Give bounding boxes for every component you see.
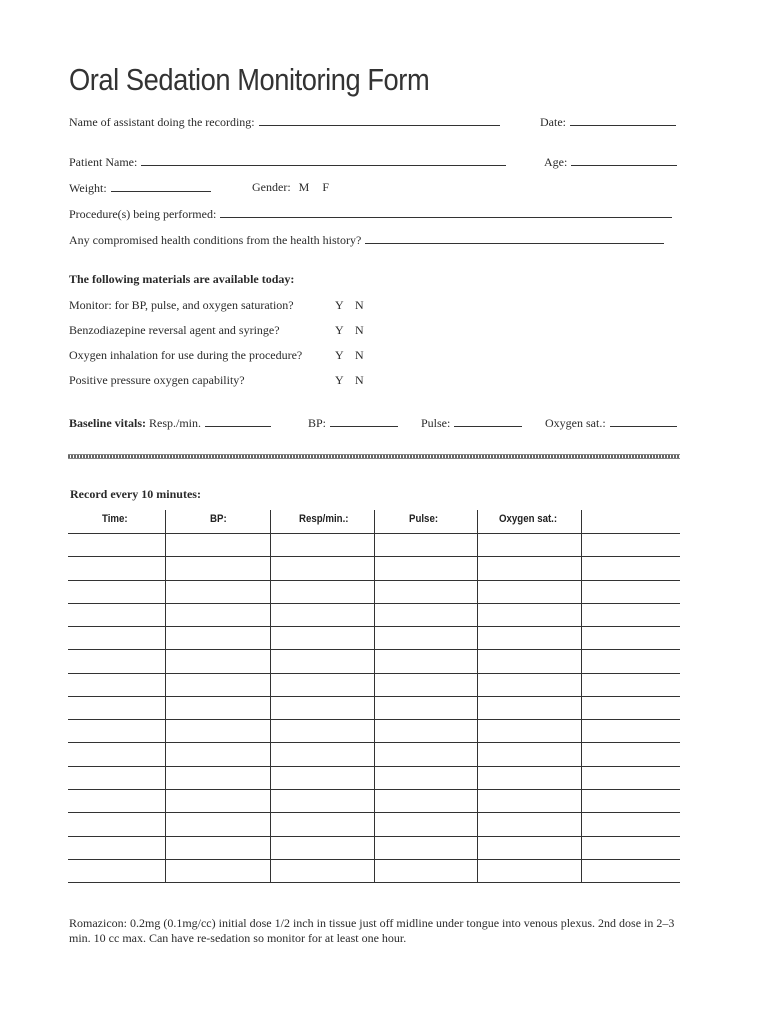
weight-field[interactable] <box>69 180 211 196</box>
age-label: Age: <box>544 155 568 169</box>
assistant-name-field[interactable] <box>69 114 500 130</box>
procedures-line[interactable] <box>220 206 672 218</box>
col-header-pulse: Pulse: <box>409 513 439 525</box>
procedures-label: Procedure(s) being performed: <box>69 207 217 221</box>
material-item-label: Oxygen inhalation for use during the procedure? <box>69 348 303 362</box>
assistant-name-label: Name of assistant doing the recording: <box>69 115 255 129</box>
table-row-rule <box>68 882 680 883</box>
material-item-yes[interactable]: Y <box>335 348 344 362</box>
material-item-no[interactable]: N <box>355 373 364 387</box>
weight-line[interactable] <box>111 180 211 192</box>
baseline-resp-line[interactable] <box>205 415 271 427</box>
baseline-bp-field[interactable] <box>308 415 398 431</box>
baseline-pulse-line[interactable] <box>454 415 522 427</box>
date-label: Date: <box>540 115 566 129</box>
table-column-rule <box>374 510 375 882</box>
compromised-health-field[interactable] <box>69 232 664 248</box>
col-header-bp: BP: <box>210 513 227 525</box>
age-line[interactable] <box>571 154 677 166</box>
compromised-health-label: Any compromised health conditions from the health history? <box>69 233 362 247</box>
material-item-label: Benzodiazepine reversal agent and syringe? <box>69 323 280 337</box>
col-header-resp: Resp/min.: <box>299 513 349 525</box>
table-column-rule <box>270 510 271 882</box>
baseline-oxygen-line[interactable] <box>610 415 677 427</box>
material-item-yes[interactable]: Y <box>335 373 344 387</box>
assistant-name-line[interactable] <box>259 114 500 126</box>
baseline-vitals-label: Baseline vitals: <box>69 416 146 430</box>
age-field[interactable] <box>544 154 677 170</box>
procedures-field[interactable] <box>69 206 672 222</box>
compromised-health-line[interactable] <box>365 232 664 244</box>
col-header-oxygen: Oxygen sat.: <box>499 513 558 525</box>
weight-label: Weight: <box>69 181 107 195</box>
date-field[interactable] <box>540 114 676 130</box>
date-line[interactable] <box>570 114 676 126</box>
material-item-yes[interactable]: Y <box>335 298 344 312</box>
page-title: Oral Sedation Monitoring Form <box>69 62 430 97</box>
patient-name-field[interactable] <box>69 154 506 170</box>
baseline-pulse-field[interactable] <box>421 415 522 431</box>
romazicon-note: Romazicon: 0.2mg (0.1mg/cc) initial dose 1/2 inch in tissue just off midline under tongue into venous plexus. 2nd dose in 2–3 min. 10 cc max. Can have re-sedation so monitor for at least one hour. <box>69 916 675 945</box>
table-column-rule <box>477 510 478 882</box>
gender-m-option[interactable]: M <box>298 180 310 194</box>
record-heading: Record every 10 minutes: <box>70 487 201 501</box>
material-item-label: Positive pressure oxygen capability? <box>69 373 245 387</box>
material-item-yes[interactable]: Y <box>335 323 344 337</box>
baseline-pulse-label: Pulse: <box>421 416 451 430</box>
baseline-oxygen-field[interactable] <box>545 415 677 431</box>
material-item-no[interactable]: N <box>355 323 364 337</box>
material-item-label: Monitor: for BP, pulse, and oxygen saturation? <box>69 298 294 312</box>
table-column-rule <box>581 510 582 882</box>
baseline-resp-label: Resp./min. <box>149 416 202 430</box>
baseline-bp-line[interactable] <box>330 415 398 427</box>
material-item-no[interactable]: N <box>355 348 364 362</box>
gender-f-option[interactable]: F <box>322 180 330 194</box>
materials-heading: The following materials are available today: <box>69 272 295 286</box>
baseline-oxygen-label: Oxygen sat.: <box>545 416 606 430</box>
gender-field[interactable] <box>252 180 329 195</box>
col-header-time: Time: <box>102 513 128 525</box>
section-divider <box>68 454 680 459</box>
baseline-bp-label: BP: <box>308 416 327 430</box>
baseline-resp-field[interactable] <box>69 415 271 431</box>
gender-label: Gender: <box>252 180 291 194</box>
patient-name-line[interactable] <box>141 154 506 166</box>
table-column-rule <box>165 510 166 882</box>
material-item-no[interactable]: N <box>355 298 364 312</box>
patient-name-label: Patient Name: <box>69 155 138 169</box>
